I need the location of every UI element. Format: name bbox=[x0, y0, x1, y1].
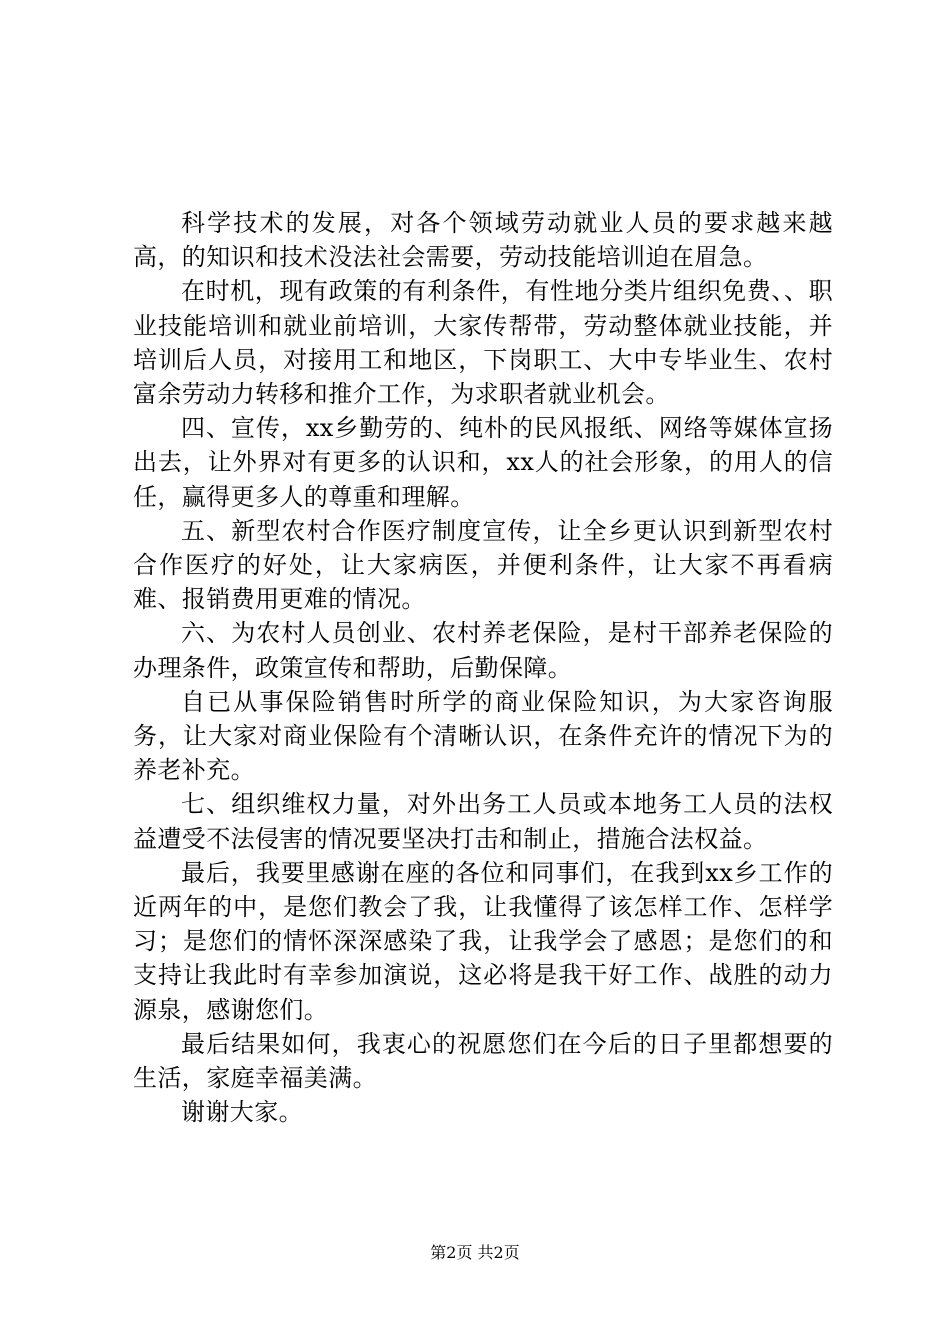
paragraph-8: 最后，我要里感谢在座的各位和同事们，在我到xx乡工作的近两年的中，是您们教会了我，让我懂得了该怎样工作、怎样学习；是您们的情怀深深感染了我，让我学会了感恩；是您们的和支持让我此时有幸参加演说，这必将是我干好工作、战胜的动力源泉，感谢您们。 bbox=[133, 858, 833, 1024]
paragraph-9: 最后结果如何，我衷心的祝愿您们在今后的日子里都想要的生活，家庭幸福美满。 bbox=[133, 1029, 833, 1093]
paragraph-2: 在时机，现有政策的有利条件，有性地分类片组织免费、、职业技能培训和就业前培训，大家传帮带，劳动整体就业技能，并培训后人员，对接用工和地区，下岗职工、大中专毕业生、农村富余劳动力转移和推介工作，为求职者就业机会。 bbox=[133, 277, 833, 409]
paragraph-7: 七、组织维权力量，对外出务工人员或本地务工人员的法权益遭受不法侵害的情况要坚决打击和制止，措施合法权益。 bbox=[133, 790, 833, 853]
paragraph-4: 五、新型农村合作医疗制度宣传，让全乡更认识到新型农村合作医疗的好处，让大家病医，并便利条件，让大家不再看病难、报销费用更难的情况。 bbox=[133, 516, 833, 614]
paragraph-6: 自已从事保险销售时所学的商业保险知识，为大家咨询服务，让大家对商业保险有个清晰认识，在条件充许的情况下为的养老补充。 bbox=[133, 687, 833, 785]
paragraph-1: 科学技术的发展，对各个领域劳动就业人员的要求越来越高，的知识和技术没法社会需要，劳动技能培训迫在眉急。 bbox=[133, 209, 833, 272]
paragraph-10: 谢谢大家。 bbox=[181, 1098, 303, 1127]
page-number-footer: 第2页 共2页 bbox=[430, 1243, 520, 1262]
paragraph-5: 六、为农村人员创业、农村养老保险，是村干部养老保险的办理条件，政策宣传和帮助，后勤保障。 bbox=[133, 619, 833, 682]
document-body bbox=[133, 206, 833, 1129]
paragraph-3: 四、宣传，xx乡勤劳的、纯朴的民风报纸、网络等媒体宣扬出去，让外界对有更多的认识和，xx人的社会形象，的用人的信任，赢得更多人的尊重和理解。 bbox=[133, 414, 833, 511]
